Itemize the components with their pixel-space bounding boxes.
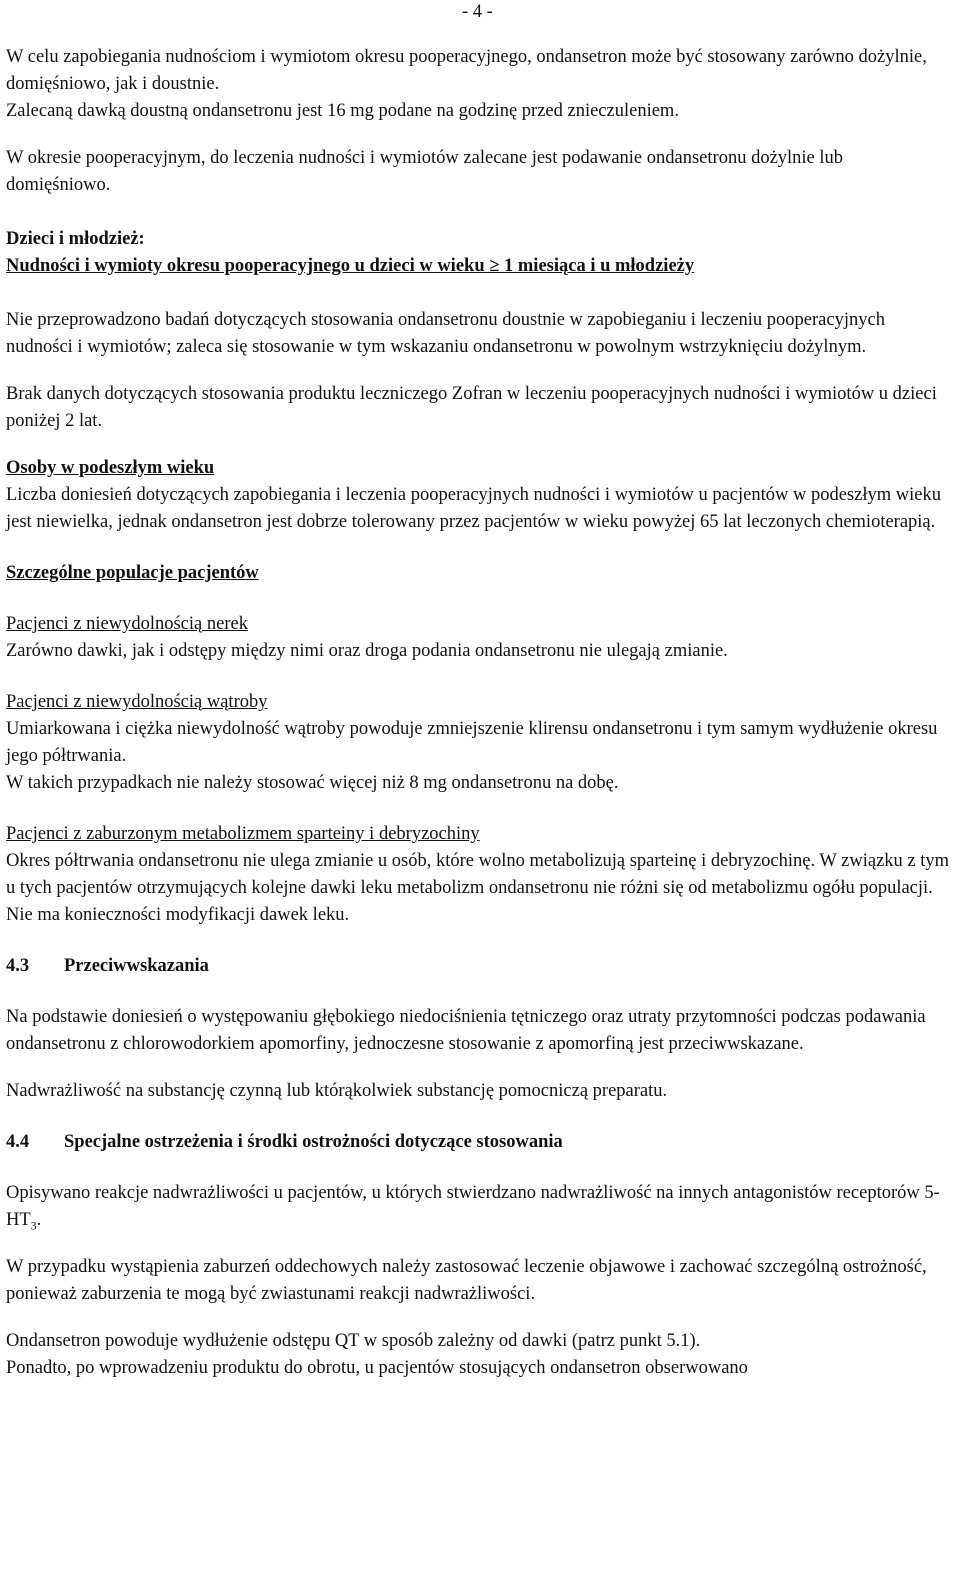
receptor-subscript: 3 [30,1218,37,1233]
section-4-4-paragraph-3-line-1: Ondansetron powoduje wydłużenie odstępu QT w sposób zależny od dawki (patrz punkt 5.1). [6,1331,701,1351]
renal-paragraph: Zarówno dawki, jak i odstępy między nimi oraz droga podania ondansetronu nie ulegają zmianie. [6,641,728,661]
section-4-4-paragraph-1 [6,1180,951,1234]
children-subheading: Nudności i wymioty okresu pooperacyjnego u dzieci w wieku ≥ 1 miesiąca i u młodzieży [6,256,695,276]
section-4-4-heading [6,1129,951,1156]
metabolism-heading: Pacjenci z zaburzonym metabolizmem sparteiny i debryzochiny [6,824,480,844]
page-number: - 4 - [462,2,493,22]
metabolism-paragraph: Okres półtrwania ondansetronu nie ulega zmianie u osób, które wolno metabolizują sparteinę i debryzochinę. W związku z tym u tych pacjentów otrzymujących kolejne dawki leku metabolizm ondansetronu nie różni się od metabolizmu ogółu populacji. Nie ma konieczności modyfikacji dawek leku. [6,851,950,925]
elderly-heading: Osoby w podeszłym wieku [6,458,215,478]
section-4-4-paragraph-2: W przypadku wystąpienia zaburzeń oddechowych należy zastosować leczenie objawowe i zachować szczególną ostrożność, ponieważ zaburzenia te mogą być zwiastunami reakcji nadwrażliwości. [6,1257,927,1304]
section-4-3-title: Przeciwwskazania [64,956,209,976]
children-heading: Dzieci i młodzież: [6,229,145,249]
document-body [6,44,951,1382]
intro-paragraph-3: W okresie pooperacyjnym, do leczenia nudności i wymiotów zalecane jest podawanie ondansetronu dożylnie lub domięśniowo. [6,148,844,195]
elderly-paragraph: Liczba doniesień dotyczących zapobiegania i leczenia pooperacyjnych nudności i wymiotów u pacjentów w podeszłym wieku jest niewielka, jednak ondansetron jest dobrze tolerowany przez pacjentów w wieku powyżej 65 lat leczonych chemioterapią. [6,485,941,532]
section-4-3-paragraph-2: Nadwrażliwość na substancję czynną lub którąkolwiek substancję pomocniczą preparatu. [6,1081,668,1101]
section-4-3-heading [6,953,951,980]
hepatic-heading: Pacjenci z niewydolnością wątroby [6,692,268,712]
special-populations-heading: Szczególne populacje pacjentów [6,563,259,583]
section-4-4-title: Specjalne ostrzeżenia i środki ostrożności dotyczące stosowania [64,1132,563,1152]
hepatic-paragraph-1: Umiarkowana i ciężka niewydolność wątroby powoduje zmniejszenie klirensu ondansetronu i tym samym wydłużenie okresu jego półtrwania. [6,719,938,766]
section-4-4-number: 4.4 [6,1132,30,1152]
section-4-4-paragraph-1-end: . [36,1210,42,1230]
intro-paragraph-1: W celu zapobiegania nudnościom i wymiotom okresu pooperacyjnego, ondansetron może być stosowany zarówno dożylnie, domięśniowo, jak i doustnie. [6,47,927,94]
section-4-4-paragraph-3-line-2: Ponadto, po wprowadzeniu produktu do obrotu, u pacjentów stosujących ondansetron obserwowano [6,1358,748,1378]
children-paragraph-2: Brak danych dotyczących stosowania produktu leczniczego Zofran w leczeniu pooperacyjnych nudności i wymiotów u dzieci poniżej 2 lat. [6,384,937,431]
section-4-3-paragraph-1: Na podstawie doniesień o występowaniu głębokiego niedociśnienia tętniczego oraz utraty przytomności podczas podawania ondansetronu z chlorowodorkiem apomorfiny, jednoczesne stosowanie z apomorfiną jest przeciwwskazane. [6,1007,926,1054]
section-4-3-number: 4.3 [6,956,30,976]
renal-heading: Pacjenci z niewydolnością nerek [6,614,248,634]
section-4-4-paragraph-1-text: Opisywano reakcje nadwrażliwości u pacjentów, u których stwierdzano nadwrażliwość na innych antagonistów receptorów 5-HT [6,1183,940,1230]
children-paragraph-1: Nie przeprowadzono badań dotyczących stosowania ondansetronu doustnie w zapobieganiu i leczeniu pooperacyjnych nudności i wymiotów; zaleca się stosowanie w tym wskazaniu ondansetronu w powolnym wstrzyknięciu dożylnym. [6,310,885,357]
hepatic-paragraph-2: W takich przypadkach nie należy stosować więcej niż 8 mg ondansetronu na dobę. [6,773,619,793]
intro-paragraph-2: Zalecaną dawką doustną ondansetronu jest 16 mg podane na godzinę przed znieczuleniem. [6,101,679,121]
